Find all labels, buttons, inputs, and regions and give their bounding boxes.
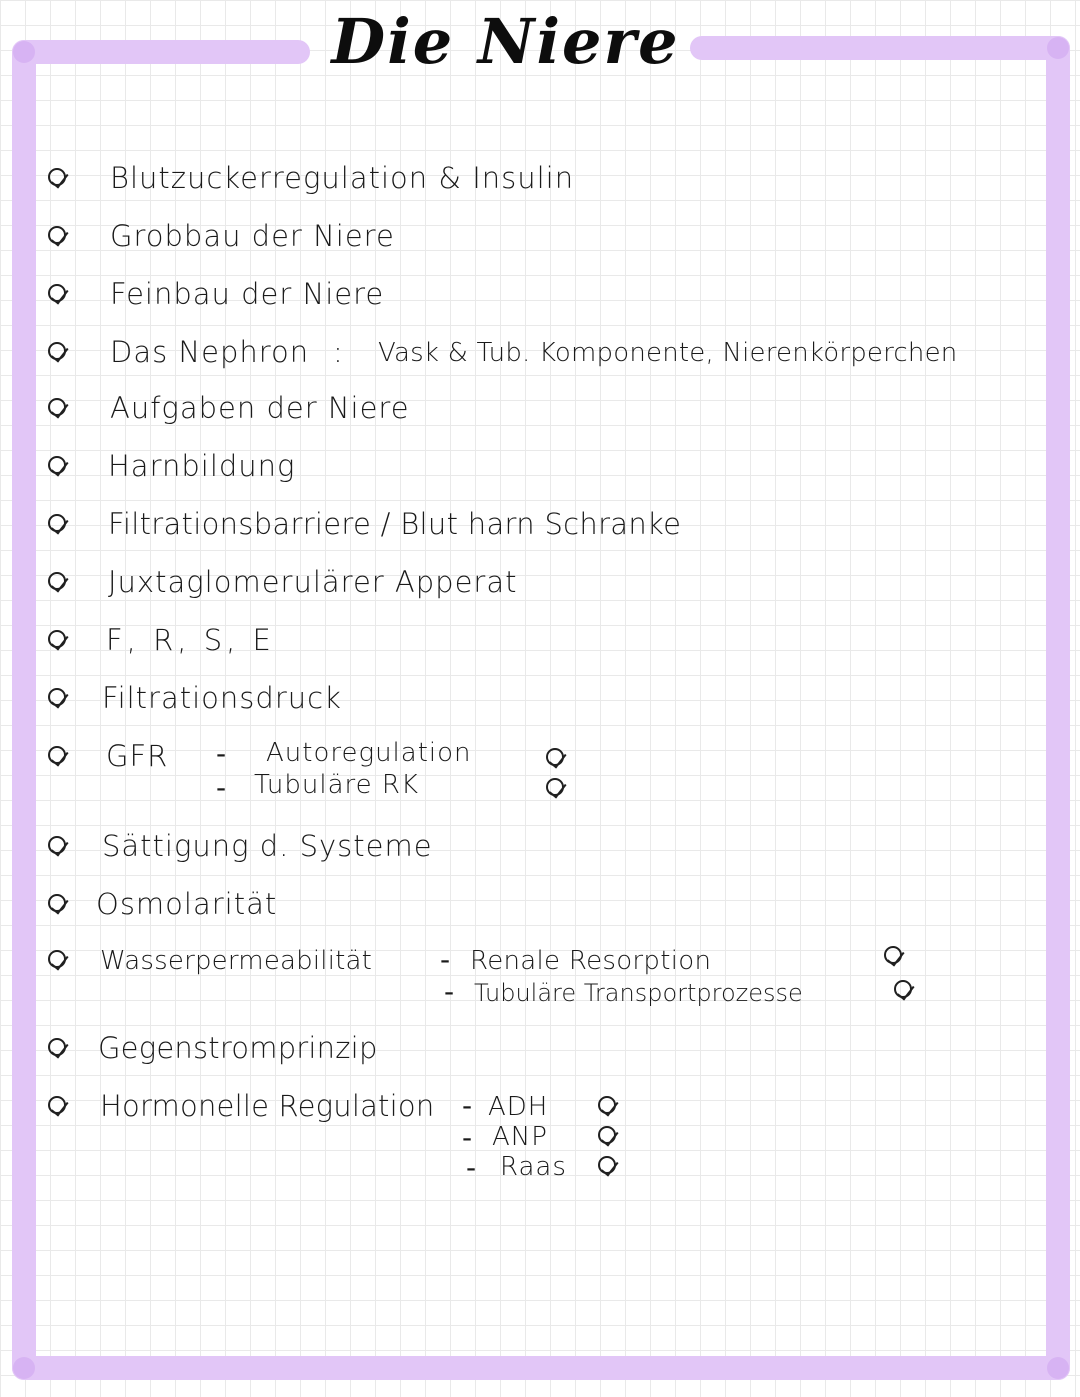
- frame-corner-br: [1047, 1357, 1069, 1379]
- circle-check-icon: [48, 886, 72, 912]
- frame-bottom: [12, 1356, 1070, 1380]
- circle-check-icon: [48, 622, 72, 648]
- wasser-sub-label: Tubuläre Transportprozesse: [474, 979, 803, 1007]
- hormon-sub-label: ADH: [488, 1092, 549, 1122]
- item-label: Juxtaglomerulärer Apperat: [108, 565, 518, 599]
- item-label: Harnbildung: [108, 449, 296, 483]
- circle-check-icon: [48, 1088, 72, 1114]
- item-label: GFR: [106, 739, 169, 773]
- circle-check-icon: [598, 1122, 620, 1144]
- circle-check-icon: [884, 942, 906, 964]
- circle-check-icon: [48, 942, 72, 968]
- frame-top-right: [690, 36, 1070, 60]
- circle-check-icon: [48, 680, 72, 706]
- frame-left: [12, 40, 36, 1380]
- item-label: Sättigung d. Systeme: [102, 829, 433, 863]
- frame-corner-tr: [1047, 37, 1069, 59]
- item-label: Wasserpermeabilität: [100, 946, 373, 976]
- nephron-detail: Vask & Tub. Komponente, Nierenkörperchen: [378, 338, 958, 368]
- frame-corner-tl: [13, 41, 35, 63]
- item-label: Hormonelle Regulation: [100, 1089, 435, 1123]
- item-label: Osmolarität: [96, 887, 278, 921]
- dash: -: [444, 975, 455, 1008]
- wasser-sub-label: Renale Resorption: [470, 946, 712, 976]
- item-label: Filtrationsdruck: [102, 681, 342, 715]
- page-title: Die Niere: [331, 5, 680, 78]
- circle-check-icon: [48, 738, 72, 764]
- circle-check-icon: [48, 448, 72, 474]
- circle-check-icon: [48, 276, 72, 302]
- dash: -: [462, 1121, 473, 1154]
- frame-corner-bl: [13, 1357, 35, 1379]
- circle-check-icon: [48, 218, 72, 244]
- circle-check-icon: [48, 160, 72, 186]
- dash: -: [466, 1151, 477, 1184]
- item-label: Feinbau der Niere: [110, 277, 385, 311]
- circle-check-icon: [48, 1030, 72, 1056]
- item-label: F, R, S, E: [106, 623, 275, 657]
- dash: -: [216, 737, 227, 770]
- hormon-sub-label: ANP: [492, 1122, 548, 1152]
- item-label: Grobbau der Niere: [110, 219, 395, 253]
- item-label: Blutzuckerregulation & Insulin: [110, 161, 575, 195]
- circle-check-icon: [546, 774, 568, 796]
- item-label: Das Nephron: [110, 335, 310, 369]
- circle-check-icon: [48, 506, 72, 532]
- frame-top-left: [12, 40, 310, 64]
- item-label: Gegenstromprinzip: [98, 1031, 378, 1065]
- gfr-sub-label: Tubuläre RK: [254, 770, 420, 800]
- circle-check-icon: [546, 744, 568, 766]
- circle-check-icon: [48, 334, 72, 360]
- colon-separator: :: [333, 335, 344, 369]
- circle-check-icon: [48, 390, 72, 416]
- hormon-sub-label: Raas: [500, 1152, 567, 1182]
- circle-check-icon: [48, 828, 72, 854]
- circle-check-icon: [598, 1092, 620, 1114]
- gfr-sub-label: Autoregulation: [266, 738, 472, 768]
- dash: -: [216, 771, 227, 804]
- dash: -: [440, 943, 451, 976]
- item-label: Filtrationsbarriere / Blut harn Schranke: [108, 507, 682, 541]
- frame-right: [1046, 36, 1070, 1380]
- dash: -: [462, 1089, 473, 1122]
- circle-check-icon: [48, 564, 72, 590]
- circle-check-icon: [598, 1152, 620, 1174]
- item-label: Aufgaben der Niere: [110, 391, 410, 425]
- circle-check-icon: [894, 976, 916, 998]
